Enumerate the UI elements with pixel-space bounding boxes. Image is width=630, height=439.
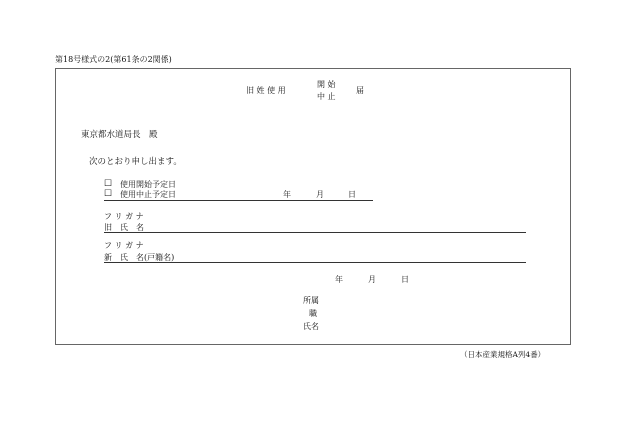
option-date-month: 月: [316, 190, 324, 199]
sign-date-month: 月: [368, 275, 376, 284]
old-name-label: 旧 氏 名: [104, 223, 144, 232]
option-date-year: 年: [283, 190, 291, 199]
title-option-start: 開 始: [317, 80, 336, 89]
new-name-furigana: フ リ ガ ナ: [104, 241, 144, 250]
position-label: 職: [309, 309, 317, 318]
title-part3: 届: [356, 86, 364, 95]
paper-size-note: （日本産業規格A列4番）: [460, 350, 546, 359]
option-stop-label: 使用中止予定日: [120, 190, 176, 199]
new-name-underline[interactable]: [104, 262, 526, 263]
title-part1: 旧 姓 使 用: [246, 86, 286, 95]
old-name-underline[interactable]: [104, 232, 526, 233]
sign-date-year: 年: [335, 275, 343, 284]
affiliation-label: 所属: [303, 296, 319, 305]
intro-text: 次のとおり申し出ます。: [89, 157, 182, 167]
old-name-furigana: フ リ ガ ナ: [104, 212, 144, 221]
title-option-stop: 中 止: [317, 92, 336, 101]
form-number-label: 第18号様式の2(第61条の2関係): [55, 55, 172, 64]
checkbox-stop[interactable]: ☐: [104, 189, 113, 199]
new-name-label: 新 氏 名(戸籍名): [104, 253, 175, 262]
option-date-underline: [104, 200, 373, 201]
addressee: 東京都水道局長 殿: [81, 130, 158, 140]
sign-date-day: 日: [401, 275, 409, 284]
checkbox-start[interactable]: ☐: [104, 179, 113, 189]
name-label: 氏名: [303, 322, 319, 331]
option-date-day: 日: [348, 190, 356, 199]
option-start-label: 使用開始予定日: [120, 180, 176, 189]
